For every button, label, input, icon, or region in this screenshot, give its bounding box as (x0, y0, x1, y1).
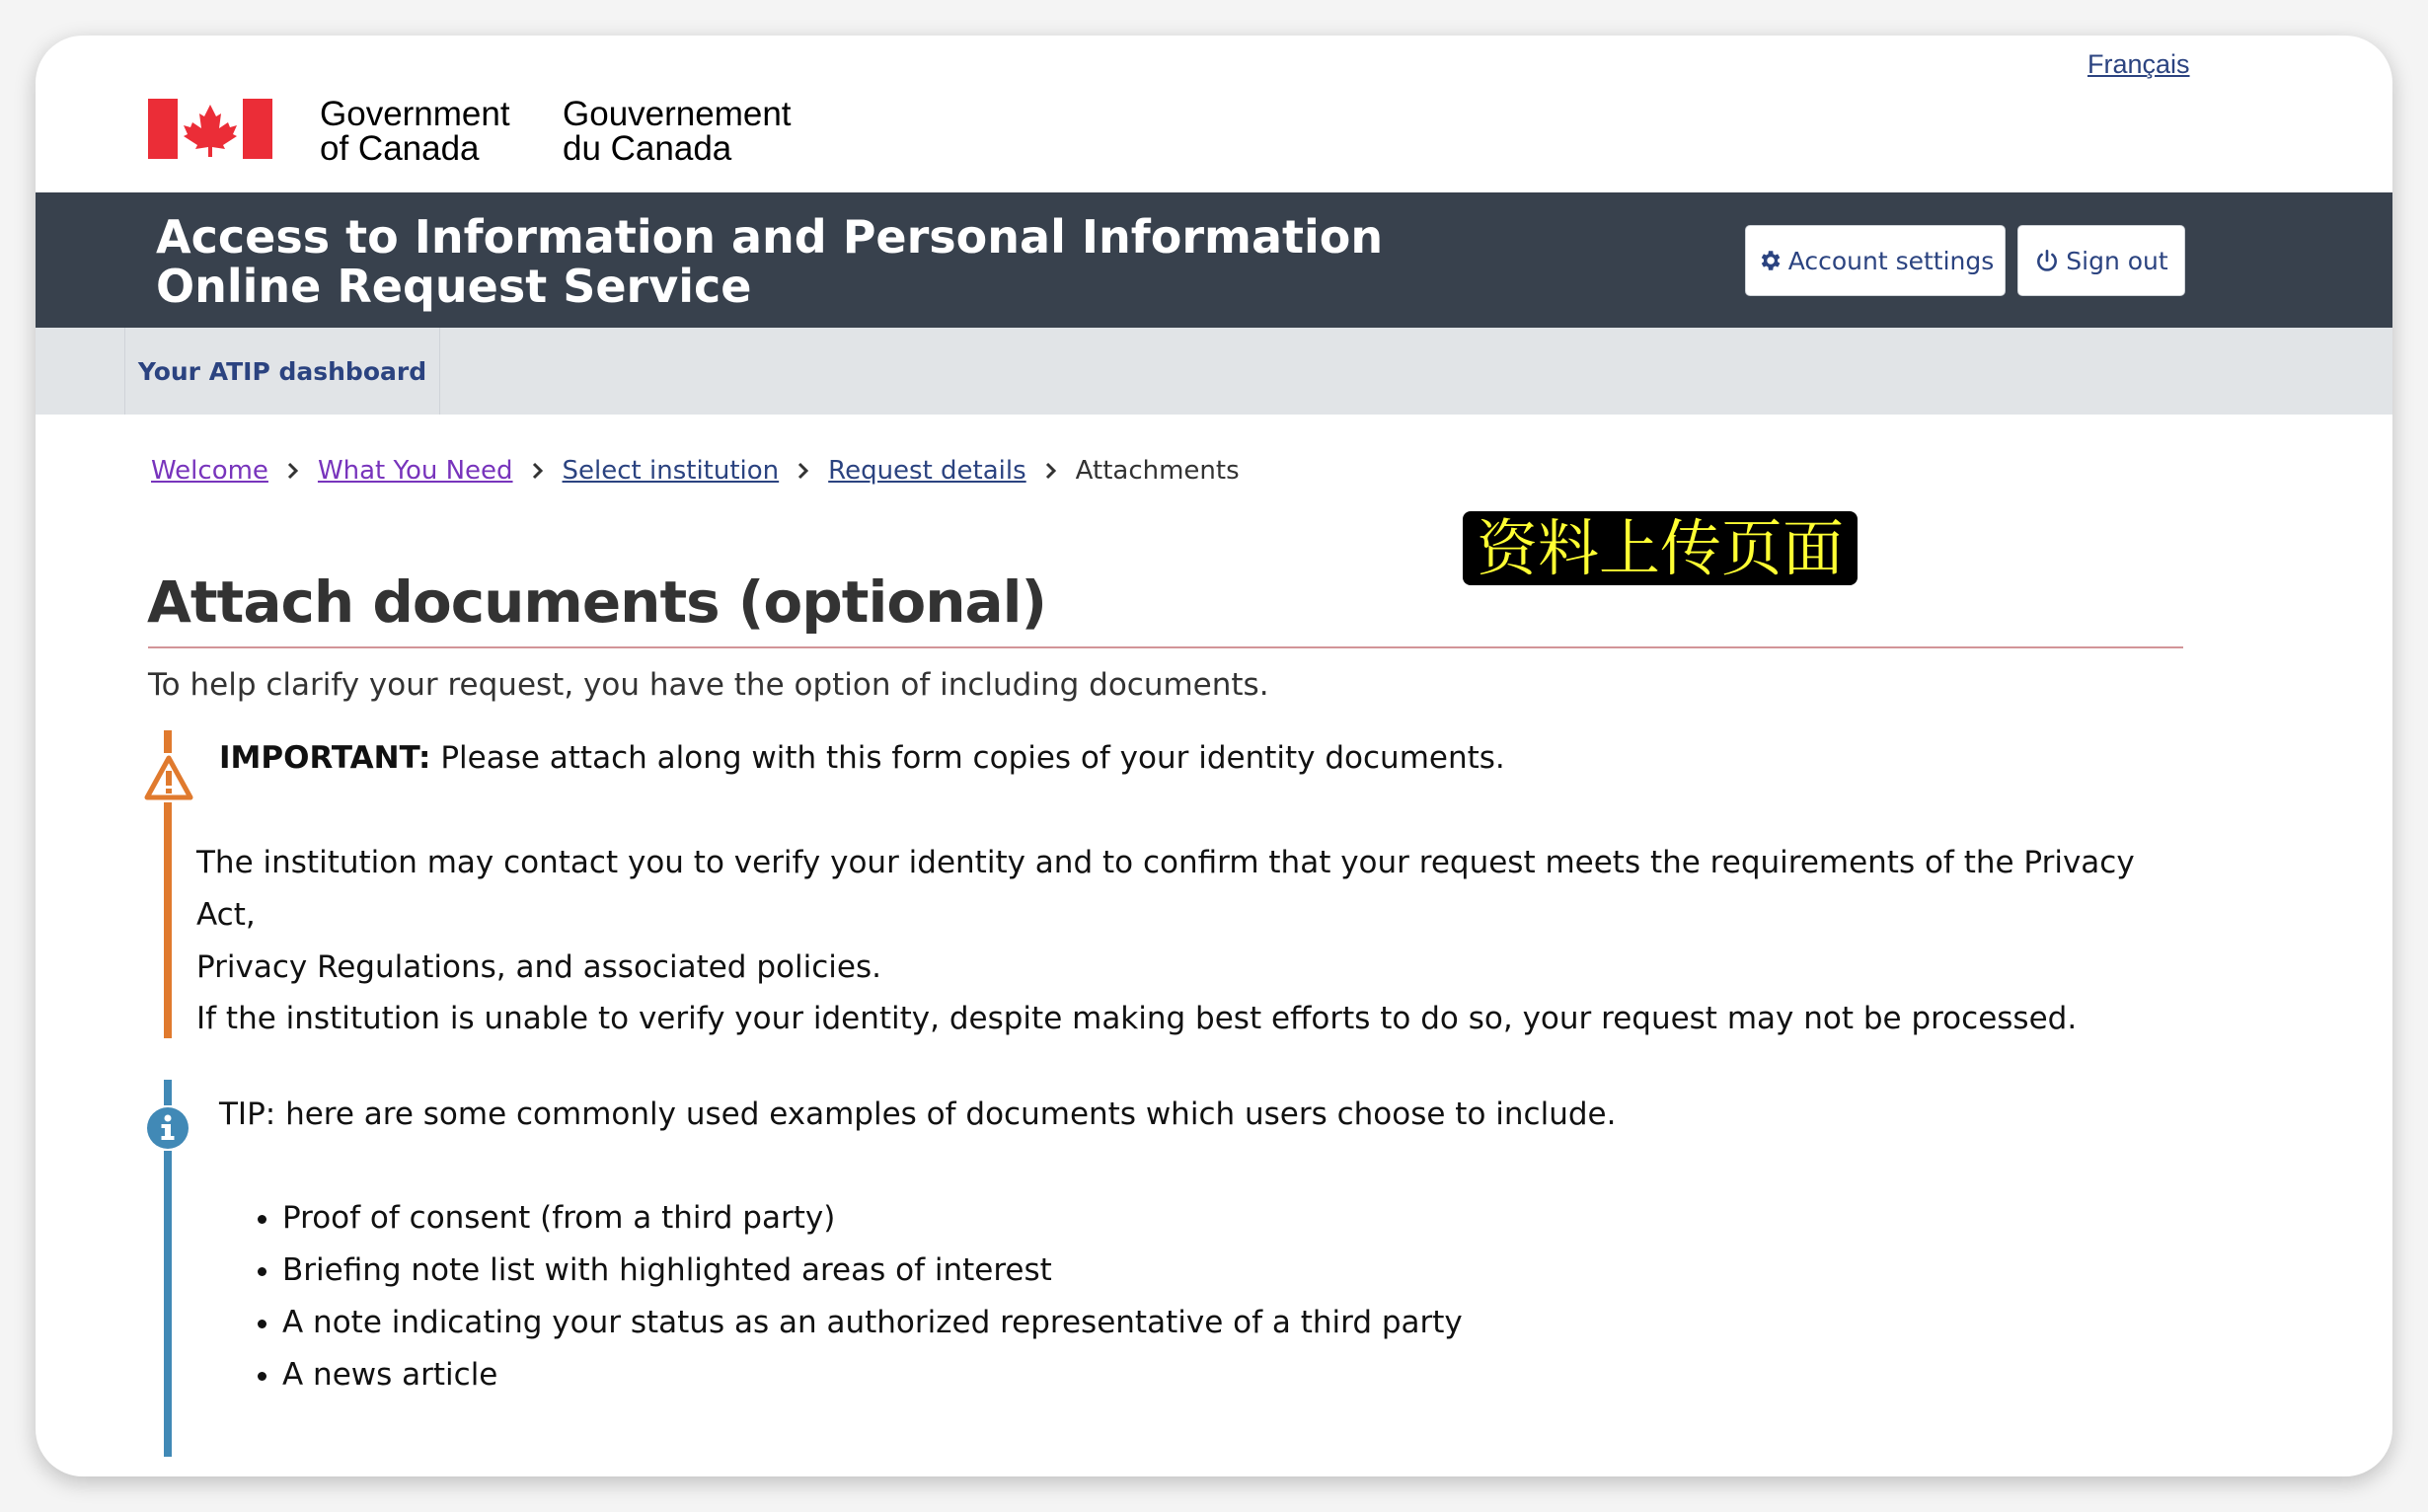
account-settings-label: Account settings (1787, 246, 1995, 275)
warning-line-1 (219, 732, 1505, 785)
app-title-line2: Online Request Service (156, 260, 752, 313)
tip-text: TIP: here are some commonly used examples of documents which users choose to include. (219, 1096, 1617, 1132)
breadcrumb-select-institution[interactable]: Select institution (562, 456, 780, 486)
signature-english (320, 97, 510, 166)
list-item: • Briefing note list with highlighted areas of interest (282, 1245, 1463, 1297)
info-icon (145, 1105, 190, 1151)
app-title-bar (36, 192, 2392, 328)
breadcrumb (151, 451, 1240, 491)
browser-window (36, 36, 2392, 1476)
breadcrumb-what-you-need[interactable]: What You Need (317, 456, 513, 486)
chevron-right-icon (531, 462, 545, 480)
page-title: Attach documents (optional) (147, 568, 1047, 636)
sign-out-button[interactable] (2017, 225, 2185, 296)
chevron-right-icon (797, 462, 810, 480)
tip-list (282, 1192, 1463, 1401)
signature-fr-line1: Gouvernement (563, 95, 792, 133)
account-settings-button[interactable] (1745, 225, 2006, 296)
list-item: • Proof of consent (from a third party) (282, 1192, 1463, 1245)
intro-text: To help clarify your request, you have the option of including documents. (148, 667, 1269, 703)
canada-flag-icon[interactable] (148, 99, 272, 159)
chevron-right-icon (1044, 462, 1058, 480)
breadcrumb-welcome[interactable]: Welcome (151, 456, 268, 486)
chevron-right-icon (286, 462, 300, 480)
nav-item-label: Your ATIP dashboard (137, 356, 427, 386)
title-divider (148, 646, 2183, 648)
breadcrumb-request-details[interactable]: Request details (828, 456, 1026, 486)
warning-triangle-icon (143, 753, 194, 802)
list-item: • A news article (282, 1349, 1463, 1401)
warning-paragraph-3: If the institution is unable to verify your identity, despite making best efforts to do so, your request may not be processed. (196, 1001, 2078, 1036)
app-title-line1: Access to Information and Personal Information (156, 210, 1384, 264)
secondary-nav (36, 328, 2392, 415)
app-title (156, 212, 1383, 311)
warning-paragraph-2 (196, 837, 2170, 994)
signature-french (563, 97, 792, 166)
gear-icon (1757, 248, 1783, 273)
warning-strong: IMPORTANT: (219, 740, 431, 776)
warning-para2-line1: The institution may contact you to verify your identity and to confirm that your request meets the requirements of the Privacy Act, (196, 845, 2135, 933)
sign-out-label: Sign out (2066, 246, 2168, 275)
signature-fr-line2: du Canada (563, 129, 732, 168)
signature-en-line2: of Canada (320, 129, 480, 168)
warning-para2-line2: Privacy Regulations, and associated policies. (196, 949, 881, 985)
warning-line-1-text: Please attach along with this form copies of your identity documents. (440, 740, 1505, 776)
power-icon (2034, 248, 2060, 273)
caption-badge: 资料上传页面 (1463, 511, 1858, 585)
list-item: • A note indicating your status as an authorized representative of a third party (282, 1297, 1463, 1349)
language-toggle-link[interactable]: Français (2087, 49, 2190, 79)
breadcrumb-attachments-current: Attachments (1075, 456, 1240, 486)
nav-item-atip-dashboard[interactable] (124, 328, 440, 415)
signature-en-line1: Government (320, 95, 510, 133)
